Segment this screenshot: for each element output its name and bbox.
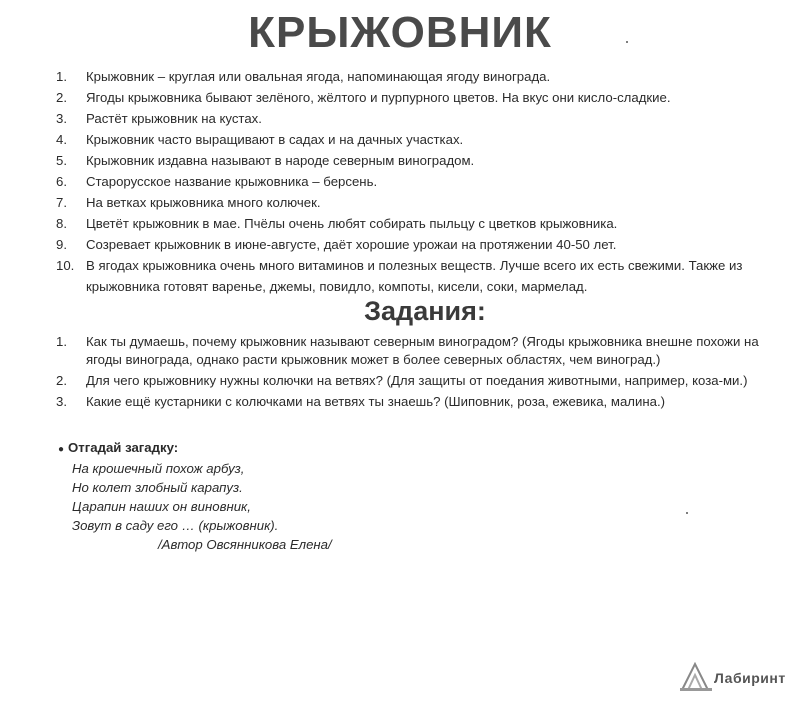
bullet-icon: ● [58,444,65,455]
list-item [56,108,796,129]
riddle-author: /Автор Овсянникова Елена/ [158,537,332,552]
list-item [56,333,796,369]
item-text: Созревает крыжовник в июне-августе, даёт хорошие урожаи на протяжении 40-50 лет. [86,237,617,252]
item-number: 4. [56,132,67,147]
item-number: 1. [56,69,67,84]
riddle-line: Зовут в саду его … (крыжовник). [72,518,279,533]
labirint-logo [678,662,788,692]
item-text: На ветках крыжовника много колючек. [86,195,321,210]
item-number: 3. [56,394,67,409]
item-number: 10. [56,258,75,273]
item-number: 8. [56,216,67,231]
riddle-heading-text: Отгадай загадку: [68,440,179,455]
item-text: Цветёт крыжовник в мае. Пчёлы очень любят собирать пыльцу с цветков крыжовника. [86,216,618,231]
list-item [56,87,796,108]
list-item [56,393,796,411]
item-text: Крыжовник – круглая или овальная ягода, напоминающая ягоду винограда. [86,69,551,84]
item-text: Ягоды крыжовника бывают зелёного, жёлтого и пурпурного цветов. На вкус они кисло-сладкие. [86,90,671,105]
tasks-list [56,333,796,414]
item-text: Какие ещё кустарники с колючками на ветвях ты знаешь? (Шиповник, роза, ежевика, малина.) [86,394,666,409]
item-text: Для чего крыжовнику нужны колючки на ветвях? (Для защиты от поедания животными, например, коза-ми.) [86,373,748,388]
riddle-line: На крошечный похож арбуз, [72,461,245,476]
list-item [56,171,796,192]
item-number: 5. [56,153,67,168]
item-number: 3. [56,111,67,126]
item-number: 1. [56,334,67,349]
item-text: Крыжовник издавна называют в народе северным виноградом. [86,153,475,168]
scan-speck [626,41,628,43]
riddle-heading [58,438,458,459]
list-item [56,255,796,297]
list-item [56,129,796,150]
scan-speck [686,512,688,514]
list-item [56,234,796,255]
item-number: 2. [56,90,67,105]
item-number: 7. [56,195,67,210]
item-text: В ягодах крыжовника очень много витаминов и полезных веществ. Лучше всего их есть свежими. Также из крыжовника готовят варенье, джемы, повидло, компоты, кисели, соки, мармелад. [86,258,743,294]
labirint-logo-icon [678,662,714,692]
riddle-line: Царапин наших он виновник, [72,499,251,514]
item-text: Растёт крыжовник на кустах. [86,111,262,126]
list-item [56,66,796,87]
riddle-line: Но колет злобный карапуз. [72,480,243,495]
item-number: 2. [56,373,67,388]
tasks-title: Задания: [364,296,486,326]
list-item [56,372,796,390]
item-number: 6. [56,174,67,189]
watermark-text: Лабиринт [714,670,786,686]
item-number: 9. [56,237,67,252]
list-item [56,213,796,234]
item-text: Как ты думаешь, почему крыжовник называют северным виноградом? (Ягоды крыжовника внешне похожи на ягоды винограда, однако расти крыжовник может в более северных областях, чем виноград.) [86,334,759,367]
facts-list [56,66,796,297]
list-item [56,192,796,213]
item-text: Крыжовник часто выращивают в садах и на дачных участках. [86,132,464,147]
item-text: Старорусское название крыжовника – берсень. [86,174,378,189]
list-item [56,150,796,171]
page-title: КРЫЖОВНИК [248,8,552,57]
riddle-block [58,438,458,554]
